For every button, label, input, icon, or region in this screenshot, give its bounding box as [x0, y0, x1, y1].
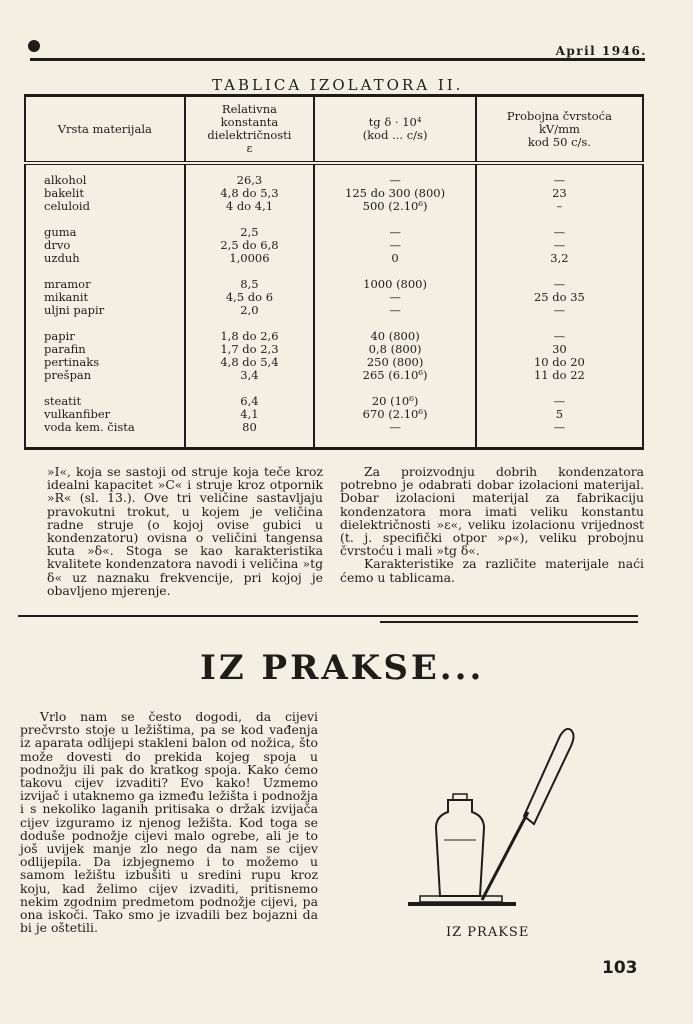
figure-caption: IZ PRAKSE [446, 925, 530, 940]
table-group [44, 395, 180, 434]
table-value: 1,8 do 2,6 [220, 329, 279, 343]
table-group [319, 395, 471, 434]
table-header-cell [25, 96, 185, 164]
table-value: — [389, 173, 401, 187]
paragraph: Karakteristike za različite materijale naći ćemo u tablicama. [340, 556, 644, 585]
header-date: April 1946. [555, 44, 647, 58]
table-value: — [553, 394, 566, 408]
table-value: papir [44, 329, 75, 343]
table-value: 3,4 [240, 368, 259, 382]
table-value: 1000 (800) [363, 277, 427, 291]
table-value: 80 [242, 420, 257, 434]
table-header-cell [185, 96, 315, 164]
header-line: ε [246, 141, 253, 155]
table-value: 265 (6.10⁶) [362, 368, 428, 382]
table-value: guma [44, 225, 77, 239]
table-value: — [553, 420, 566, 434]
table-value: – [556, 199, 563, 213]
table-group [319, 330, 471, 382]
table-value: steatit [44, 394, 82, 408]
table-value: — [389, 238, 401, 252]
table-value: prešpan [44, 368, 92, 382]
table-value: bakelit [44, 186, 84, 200]
table-group [481, 395, 638, 434]
insulator-table [24, 94, 644, 450]
section-rule [18, 615, 638, 617]
table-value: 8,5 [240, 277, 259, 291]
table-value: 0 [391, 251, 399, 265]
table-group [190, 278, 310, 317]
table-group [44, 226, 180, 265]
table-value: 10 do 20 [533, 355, 585, 369]
table-body [25, 163, 643, 449]
table-group [481, 226, 638, 265]
table-cell [314, 163, 476, 449]
table-value: — [389, 225, 401, 239]
table-group [481, 174, 638, 213]
table-value: 30 [552, 342, 567, 356]
header-line: konstanta [220, 115, 279, 129]
table-value: — [553, 277, 566, 291]
table-value: 1,7 do 2,3 [220, 342, 279, 356]
table-value: vulkanfiber [44, 407, 111, 421]
table-value: voda kem. čista [44, 420, 135, 434]
table-value: — [553, 173, 566, 187]
table-row [25, 163, 643, 449]
table-value: 500 (2.10⁶) [362, 199, 428, 213]
table-value: 0,8 (800) [368, 342, 422, 356]
table-header-cell [314, 96, 476, 164]
table-value: uzduh [44, 251, 80, 265]
paragraph: Za proizvodnju dobrih kondenzatora potrebno je odabrati dobar izolacioni materijal. Dobar izolacioni materijal za fabrikaciju kondenzatora mora imati veliku konstantu dielektričnosti »ε«, veliku izolacionu vrijednost (t. j. specifički otpor »ρ«), veliku probojnu čvrstoću i mali »tg δ«. [340, 464, 644, 559]
left-text-column [47, 465, 323, 597]
table-value: drvo [44, 238, 71, 252]
table-value: 1,0006 [229, 251, 270, 265]
table-value: celuloid [44, 199, 90, 213]
table-cell [476, 163, 643, 449]
table-value: 26,3 [236, 173, 263, 187]
header-line: (kod ... c/s) [362, 128, 428, 142]
table-group [190, 330, 310, 382]
table-value: — [389, 420, 401, 434]
paragraph: »I«, koja se sastoji od struje koja teče kroz idealni kapacitet »C« i struje kroz otpornik »R« (sl. 13.). Ove tri veličine sastavljaju pravokutni trokut, u kojem je veličina radne struje (o kojoj ovise gubici u kondenzatoru) ovisna o veličini tangensa kuta »δ«. Stoga se kao karakteristika kvalitete kondenzatora navodi i veličina »tg δ« uz naznaku frekvencije, pri kojoj je obavljeno mjerenje. [47, 464, 323, 598]
right-text-column [340, 465, 644, 584]
table-group [190, 395, 310, 434]
table-header-row [25, 96, 643, 164]
table-value: 23 [552, 186, 567, 200]
table-value: 20 (10⁶) [371, 394, 419, 408]
table-group [319, 226, 471, 265]
header-line: Probojna čvrstoća [506, 108, 612, 123]
table-group [319, 278, 471, 317]
table-value: 250 (800) [366, 355, 424, 369]
header-line: Vrsta materijala [57, 121, 152, 136]
table-group [319, 174, 471, 213]
table-group [44, 278, 180, 317]
header-line: tg δ · 10⁴ [368, 115, 422, 129]
table-value: 4,8 do 5,3 [220, 186, 279, 200]
header-bullet [28, 40, 40, 52]
table-cell [185, 163, 315, 449]
table-value: uljni papir [44, 303, 105, 317]
table-value: — [389, 290, 401, 304]
table-group [481, 330, 638, 382]
table-value: — [553, 225, 566, 239]
paragraph: Vrlo nam se često dogodi, da cijevi prečvrsto stoje u ležištima, pa se kod vađenja iz aparata odlijepi stakleni balon od nožica, što može dovesti do prekida kojeg spoja u podnožju ili pak do kratkog spoja. Kako ćemo takovu cijev izvaditi? Evo kako! Uzmemo izvijač i utaknemo ga između ležišta i podnožja i s nekoliko laganih pritisaka o držak izvijača cijev izguramo iz njenog ležišta. Kod toga se doduše podnožje cijevi malo ogrebe, ali je to još uvijek manje zlo nego da nam se cijev odlijepila. Da izbjegnemo i to možemo u samom ležištu izbušiti u sredini rupu kroz koju, kad želimo cijev izvaditi, pritisnemo nekim zgodnim predmetom podnožje cijevi, pa ona iskoči. Tako smo je izvadili bez bojazni da bi je oštetili. [20, 709, 318, 936]
table-value: 4,1 [240, 407, 259, 421]
table-value: 6,4 [240, 394, 259, 408]
table-value: 25 do 35 [533, 290, 585, 304]
table-value: — [389, 303, 401, 317]
header-line: kod 50 c/s. [527, 134, 591, 149]
table-value: 5 [555, 407, 564, 421]
table-value: 4,5 do 6 [225, 290, 274, 304]
page-number: 103 [602, 958, 638, 978]
table-value: 2,5 [240, 225, 259, 239]
table-value: 670 (2.10⁶) [362, 407, 428, 421]
table-group [44, 330, 180, 382]
table-value: 4,8 do 5,4 [220, 355, 279, 369]
header-line: dielektričnosti [207, 128, 292, 142]
table-value: — [553, 303, 566, 317]
section-body [20, 710, 318, 934]
table-value: mramor [44, 277, 91, 291]
table-value: — [553, 329, 566, 343]
section-title: IZ PRAKSE... [200, 648, 485, 688]
header-line: kV/mm [538, 121, 580, 136]
table-group [190, 226, 310, 265]
table-value: — [553, 238, 566, 252]
table-value: 11 do 22 [533, 368, 585, 382]
table-value: 2,0 [240, 303, 259, 317]
header-line: Relativna [221, 102, 277, 116]
section-rule [380, 621, 638, 623]
table-cell [25, 163, 185, 449]
tube-screwdriver-illustration [400, 720, 590, 920]
table-value: 3,2 [550, 251, 569, 265]
table-group [190, 174, 310, 213]
table-value: 2,5 do 6,8 [220, 238, 279, 252]
table-header-cell [476, 96, 643, 164]
table-value: 125 do 300 (800) [345, 186, 446, 200]
table-value: alkohol [44, 173, 87, 187]
table-group [481, 278, 638, 317]
header-rule [30, 58, 645, 61]
table-value: 4 do 4,1 [225, 199, 274, 213]
table-value: mikanit [44, 290, 89, 304]
table-value: 40 (800) [370, 329, 420, 343]
table-value: pertinaks [44, 355, 100, 369]
table-title: TABLICA IZOLATORA II. [212, 76, 464, 94]
table-group [44, 174, 180, 213]
table-value: parafin [44, 342, 86, 356]
